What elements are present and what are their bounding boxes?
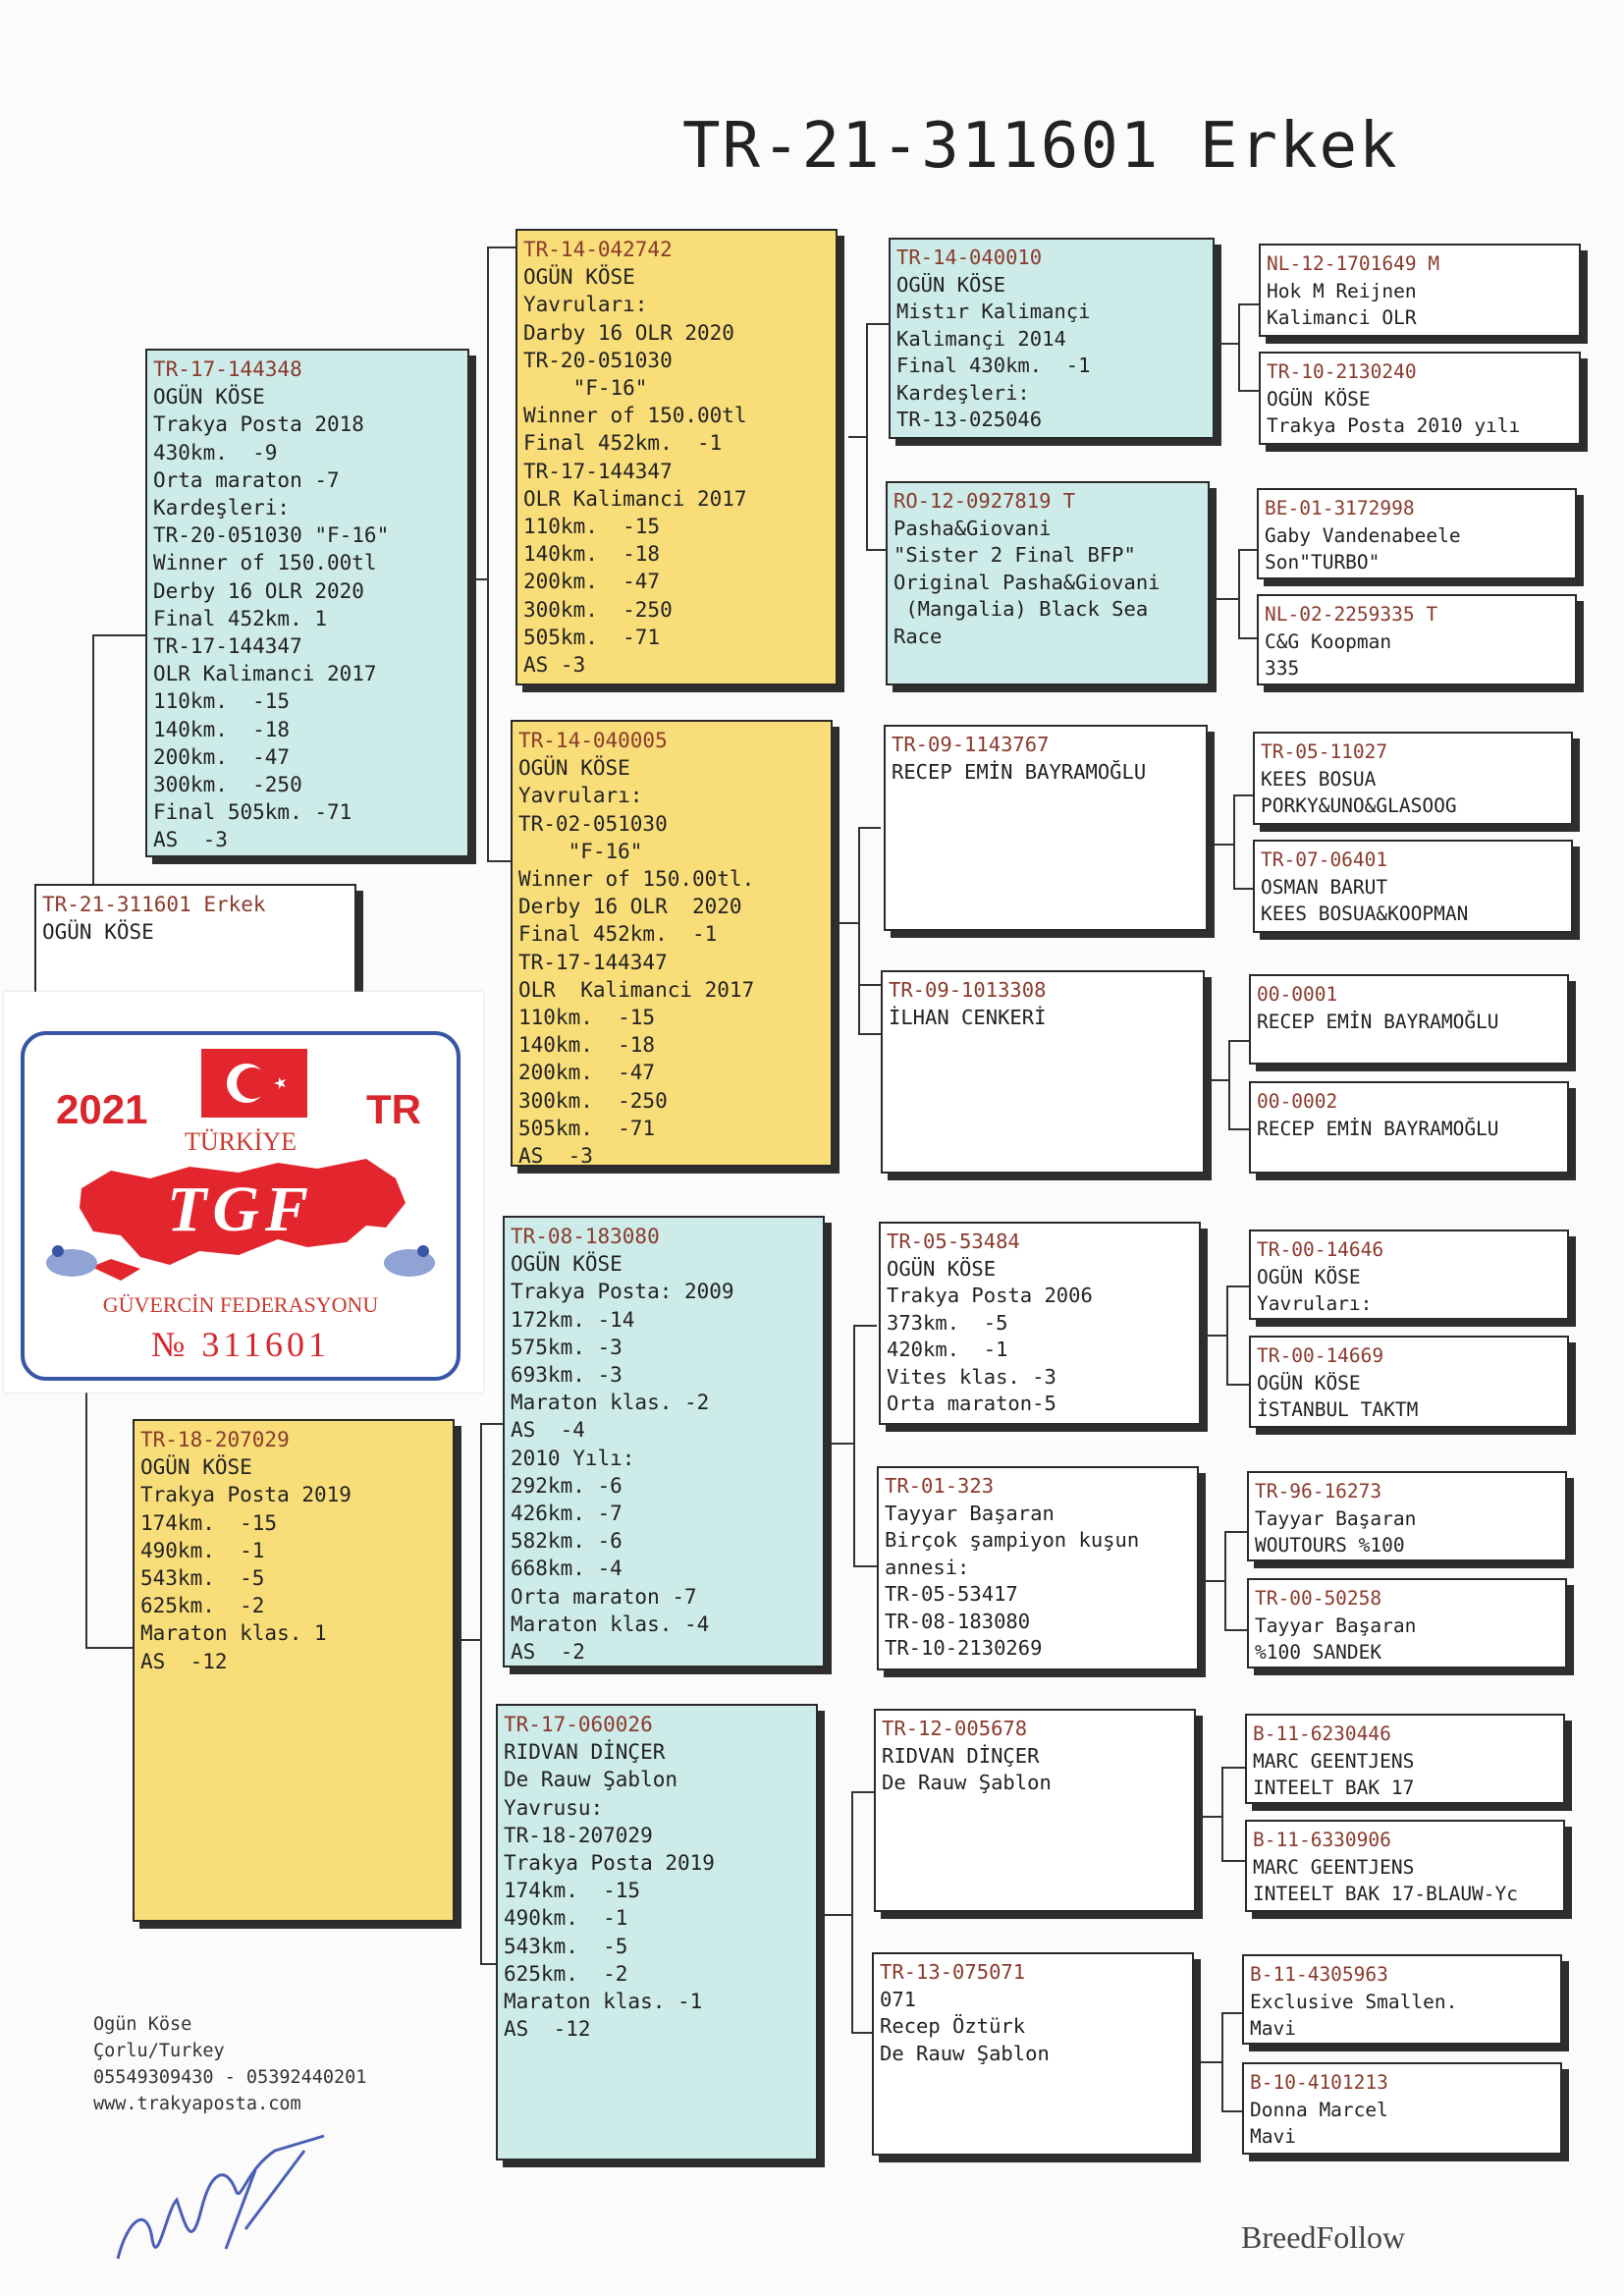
card-line: Derby 16 OLR 2020 bbox=[153, 578, 364, 603]
pedigree-card-g4-2 bbox=[886, 481, 1210, 685]
card-line: Original Pasha&Giovani bbox=[893, 570, 1161, 594]
owner-contact bbox=[93, 2011, 366, 2117]
card-line: (Mangalia) Black Sea bbox=[893, 597, 1149, 621]
card-line: 430km. -9 bbox=[153, 440, 278, 465]
card-line: De Rauw Şablon bbox=[880, 2041, 1050, 2065]
owner-website: www.trakyaposta.com bbox=[93, 2094, 301, 2114]
pedigree-card-g5-10 bbox=[1249, 1336, 1569, 1428]
card-line: Mistır Kalimançi bbox=[896, 300, 1091, 323]
card-line: De Rauw Şablon bbox=[882, 1771, 1052, 1794]
card-line: Winner of 150.00tl bbox=[153, 551, 377, 575]
pedigree-card-g4-6 bbox=[877, 1466, 1199, 1670]
card-line: Son"TURBO" bbox=[1265, 551, 1380, 574]
card-line: Trakya Posta 2019 bbox=[504, 1851, 715, 1876]
owner-city: Çorlu/Turkey bbox=[93, 2041, 225, 2061]
card-line: Yavrusu: bbox=[504, 1795, 604, 1820]
ring-number: TR-17-060026 bbox=[504, 1713, 653, 1736]
pigeon-emblem-icon bbox=[42, 1237, 101, 1281]
pedigree-card-g5-9 bbox=[1249, 1230, 1569, 1320]
card-line: 200km. -47 bbox=[153, 744, 291, 769]
card-line: INTEELT BAK 17-BLAUW-Yc bbox=[1253, 1883, 1519, 1905]
card-line: 420km. -1 bbox=[887, 1338, 1008, 1361]
pigeon-emblem-icon bbox=[380, 1237, 439, 1281]
card-line: AS -12 bbox=[504, 2017, 591, 2042]
pedigree-card-g5-1 bbox=[1259, 244, 1581, 337]
card-line: AS -12 bbox=[140, 1649, 228, 1673]
card-line: Vites klas. -3 bbox=[887, 1364, 1056, 1389]
card-line: Tayyar Başaran bbox=[1255, 1613, 1417, 1637]
card-line: AS -4 bbox=[511, 1418, 585, 1443]
card-line: 174km. -15 bbox=[504, 1879, 641, 1903]
card-line: OGÜN KÖSE bbox=[1257, 1265, 1361, 1288]
card-line: Trakya Posta 2010 yılı bbox=[1267, 414, 1521, 437]
card-line: RECEP EMİN BAYRAMOĞLU bbox=[1257, 1010, 1499, 1033]
card-line: Final 452km. 1 bbox=[153, 606, 328, 630]
card-line: 140km. -18 bbox=[523, 542, 661, 567]
ring-number: TR-96-16273 bbox=[1255, 1480, 1382, 1503]
card-line: 426km. -7 bbox=[511, 1502, 623, 1526]
card-line: Trakya Posta 2019 bbox=[140, 1483, 352, 1507]
card-line: KEES BOSUA&KOOPMAN bbox=[1261, 902, 1469, 925]
card-line: KEES BOSUA bbox=[1261, 767, 1377, 791]
card-line: 373km. -5 bbox=[887, 1310, 1008, 1335]
card-line: Orta maraton -7 bbox=[153, 467, 340, 492]
pedigree-card-g4-5 bbox=[879, 1222, 1201, 1425]
card-line: RIDVAN DİNÇER bbox=[882, 1743, 1040, 1768]
card-line: TR-02-051030 bbox=[518, 811, 668, 836]
card-line: AS -3 bbox=[518, 1144, 593, 1167]
ring-number: B-11-4305963 bbox=[1250, 1963, 1388, 1986]
card-line: 2010 Yılı: bbox=[511, 1446, 635, 1470]
card-line: Mavi bbox=[1250, 2125, 1296, 2148]
card-line: Derby 16 OLR 2020 bbox=[518, 895, 742, 919]
card-line: Tayyar Başaran bbox=[1255, 1506, 1417, 1530]
ring-number: TR-09-1143767 bbox=[892, 733, 1050, 756]
ring-number: TR-18-207029 bbox=[140, 1428, 290, 1451]
card-line: Maraton klas. -2 bbox=[511, 1391, 710, 1415]
card-line: Trakya Posta: 2009 bbox=[511, 1280, 734, 1304]
card-line: Final 505km. -71 bbox=[153, 800, 352, 825]
pedigree-card-g4-3 bbox=[884, 725, 1208, 931]
card-line: 110km. -15 bbox=[518, 1006, 656, 1030]
card-line: 071 bbox=[880, 1987, 917, 2011]
card-line: "Sister 2 Final BFP" bbox=[893, 543, 1136, 567]
pedigree-card-sire-dam bbox=[511, 720, 833, 1167]
badge-federation: GÜVERCİN FEDERASYONU bbox=[102, 1292, 379, 1317]
card-line: Pasha&Giovani bbox=[893, 516, 1052, 540]
card-line: annesi: bbox=[885, 1555, 970, 1579]
card-line: Maraton klas. 1 bbox=[140, 1621, 327, 1646]
ring-number: TR-09-1013308 bbox=[889, 978, 1047, 1002]
ring-number: TR-08-183080 bbox=[511, 1225, 660, 1248]
card-line: Final 452km. -1 bbox=[518, 922, 718, 947]
pedigree-card-g5-12 bbox=[1247, 1578, 1567, 1668]
badge-logo: TGF bbox=[167, 1174, 314, 1245]
card-line: MARC GEENTJENS bbox=[1253, 1855, 1415, 1879]
card-line: Final 452km. -1 bbox=[523, 431, 723, 456]
card-line: OGÜN KÖSE bbox=[518, 756, 630, 781]
card-line: Trakya Posta 2006 bbox=[887, 1284, 1093, 1307]
card-line: TR-17-144347 bbox=[518, 950, 668, 974]
card-line: Gaby Vandenabeele bbox=[1265, 523, 1461, 547]
ring-number: TR-14-042742 bbox=[523, 238, 673, 261]
card-line: OGÜN KÖSE bbox=[140, 1455, 252, 1480]
card-line: Recep Öztürk bbox=[880, 2014, 1026, 2038]
card-line: "F-16" bbox=[523, 376, 648, 401]
card-line: MARC GEENTJENS bbox=[1253, 1749, 1415, 1773]
card-line: 625km. -2 bbox=[140, 1594, 265, 1618]
pedigree-card-dam-sire bbox=[503, 1216, 825, 1667]
card-line: Yavruları: bbox=[518, 784, 643, 808]
ring-number: TR-07-06401 bbox=[1261, 848, 1388, 871]
ring-number: TR-00-14669 bbox=[1257, 1344, 1384, 1367]
card-line: 174km. -15 bbox=[140, 1510, 278, 1535]
pedigree-card-g5-5 bbox=[1253, 732, 1573, 825]
card-line: Mavi bbox=[1250, 2017, 1296, 2040]
card-line: RIDVAN DİNÇER bbox=[504, 1740, 666, 1765]
card-line: 490km. -1 bbox=[140, 1538, 265, 1562]
card-line: RECEP EMİN BAYRAMOĞLU bbox=[1257, 1117, 1499, 1140]
badge-country: TÜRKİYE bbox=[184, 1127, 298, 1156]
card-line: OGÜN KÖSE bbox=[896, 272, 1006, 297]
card-line: "F-16" bbox=[518, 839, 643, 863]
card-line: Exclusive Smallen. bbox=[1250, 1990, 1458, 2013]
ring-number: TR-14-040005 bbox=[518, 729, 668, 752]
card-line: TR-13-025046 bbox=[896, 408, 1043, 431]
card-line: Tayyar Başaran bbox=[885, 1501, 1055, 1525]
federation-ring-card bbox=[4, 992, 483, 1393]
card-line: 625km. -2 bbox=[504, 1961, 628, 1986]
card-line: 200km. -47 bbox=[523, 570, 661, 594]
pedigree-card-g5-7 bbox=[1249, 974, 1569, 1065]
card-line: OSMAN BARUT bbox=[1261, 875, 1388, 899]
card-line: 490km. -1 bbox=[504, 1906, 628, 1931]
ring-number: 00-0001 bbox=[1257, 983, 1338, 1006]
ring-number: B-11-6230446 bbox=[1253, 1722, 1391, 1745]
pedigree-card-dam bbox=[133, 1419, 455, 1922]
card-line: 543km. -5 bbox=[504, 1934, 628, 1958]
badge-frame bbox=[21, 1031, 460, 1381]
card-line: İLHAN CENKERİ bbox=[889, 1005, 1047, 1029]
card-line: OGÜN KÖSE bbox=[1257, 1371, 1361, 1394]
pedigree-card-g4-4 bbox=[881, 970, 1205, 1174]
card-line: AS -2 bbox=[511, 1640, 585, 1665]
card-line: Hok M Reijnen bbox=[1267, 279, 1417, 302]
pedigree-card-g5-14 bbox=[1245, 1820, 1565, 1912]
card-line: De Rauw Şablon bbox=[504, 1768, 678, 1792]
signature-icon bbox=[108, 2111, 344, 2278]
pedigree-card-g5-16 bbox=[1242, 2062, 1562, 2155]
card-line: Yavruları: bbox=[523, 293, 648, 317]
card-line: 575km. -3 bbox=[511, 1335, 623, 1359]
card-line: RECEP EMİN BAYRAMOĞLU bbox=[892, 759, 1147, 784]
card-line: WOUTOURS %100 bbox=[1255, 1534, 1405, 1557]
card-line: Darby 16 OLR 2020 bbox=[523, 320, 734, 345]
pedigree-card-g4-8 bbox=[872, 1952, 1194, 2156]
card-line: OGÜN KÖSE bbox=[523, 265, 635, 290]
card-line: Winner of 150.00tl. bbox=[518, 867, 755, 892]
card-line: Trakya Posta 2018 bbox=[153, 412, 364, 437]
card-line: OLR Kalimanci 2017 bbox=[523, 486, 747, 511]
pedigree-card-sire-sire bbox=[515, 229, 838, 685]
card-line: İSTANBUL TAKTM bbox=[1257, 1398, 1419, 1421]
card-line: Birçok şampiyon kuşun bbox=[885, 1528, 1140, 1552]
card-line: TR-17-144347 bbox=[153, 634, 302, 659]
card-line: Donna Marcel bbox=[1250, 2098, 1388, 2121]
brand-logo: BreedFollow bbox=[1241, 2219, 1406, 2255]
pedigree-card-sire bbox=[145, 349, 469, 857]
card-line: Orta maraton -7 bbox=[511, 1584, 697, 1609]
card-line: OGÜN KÖSE bbox=[1267, 387, 1371, 410]
ring-number: TR-14-040010 bbox=[896, 246, 1043, 269]
card-line: 110km. -15 bbox=[523, 515, 661, 539]
ring-number: TR-12-005678 bbox=[882, 1717, 1028, 1740]
card-line: TR-18-207029 bbox=[504, 1823, 653, 1847]
ring-number: BE-01-3172998 bbox=[1265, 497, 1415, 519]
ring-number: TR-05-53484 bbox=[887, 1230, 1020, 1253]
card-line: 668km. -4 bbox=[511, 1557, 623, 1581]
owner-phones: 05549309430 - 05392440201 bbox=[93, 2067, 367, 2088]
card-line: OGÜN KÖSE bbox=[42, 920, 154, 945]
pedigree-card-g5-15 bbox=[1242, 1954, 1562, 2045]
card-line: Race bbox=[893, 624, 943, 648]
pedigree-card-g5-3 bbox=[1257, 488, 1577, 579]
ring-number: TR-05-11027 bbox=[1261, 740, 1388, 763]
card-line: OGÜN KÖSE bbox=[153, 385, 265, 410]
card-line: TR-10-2130269 bbox=[885, 1636, 1043, 1660]
card-line: TR-08-183080 bbox=[885, 1609, 1031, 1633]
pedigree-card-g4-1 bbox=[889, 238, 1215, 439]
pedigree-card-g4-7 bbox=[874, 1709, 1196, 1912]
card-line: Kardeşleri: bbox=[896, 380, 1030, 405]
card-line: 200km. -47 bbox=[518, 1061, 656, 1085]
card-line: 110km. -15 bbox=[153, 689, 291, 714]
turkish-flag-icon bbox=[201, 1049, 307, 1118]
card-line: Maraton klas. -4 bbox=[511, 1612, 710, 1636]
pedigree-card-g5-13 bbox=[1245, 1714, 1565, 1804]
pedigree-card-g5-8 bbox=[1249, 1081, 1569, 1174]
pedigree-card-g5-6 bbox=[1253, 840, 1573, 933]
page-title: TR-21-311601 Erkek bbox=[682, 110, 1399, 183]
ring-number: TR-00-50258 bbox=[1255, 1587, 1382, 1610]
card-line: Kardeşleri: bbox=[153, 496, 291, 520]
owner-name: Ogün Köse bbox=[93, 2014, 192, 2035]
card-line: Final 430km. -1 bbox=[896, 354, 1091, 377]
card-line: AS -3 bbox=[153, 828, 228, 852]
ring-number: TR-00-14646 bbox=[1257, 1238, 1384, 1261]
card-line: Kalimançi 2014 bbox=[896, 326, 1066, 351]
ring-number: RO-12-0927819 T bbox=[893, 489, 1076, 513]
card-line: 505km. -71 bbox=[518, 1116, 656, 1140]
ring-number: NL-12-1701649 M bbox=[1267, 252, 1440, 275]
card-line: %100 SANDEK bbox=[1255, 1641, 1382, 1664]
ring-number: TR-01-323 bbox=[885, 1474, 995, 1498]
card-line: Yavruları: bbox=[1257, 1292, 1373, 1315]
pedigree-card-subject bbox=[34, 884, 356, 997]
card-line: C&G Koopman bbox=[1265, 629, 1392, 653]
card-line: 543km. -5 bbox=[140, 1566, 265, 1591]
ring-number: 00-0002 bbox=[1257, 1090, 1338, 1113]
card-line: TR-20-051030 "F-16" bbox=[153, 523, 390, 548]
card-line: 582km. -6 bbox=[511, 1529, 623, 1554]
card-line: PORKY&UNO&GLASOOG bbox=[1261, 794, 1457, 817]
card-line: 292km. -6 bbox=[511, 1473, 623, 1498]
badge-ring-number: № 311601 bbox=[150, 1325, 330, 1364]
ring-number: TR-13-075071 bbox=[880, 1960, 1026, 1984]
card-line: TR-05-53417 bbox=[885, 1582, 1018, 1606]
card-line: OGÜN KÖSE bbox=[887, 1256, 997, 1281]
card-line: AS -3 bbox=[523, 653, 586, 678]
ring-number: NL-02-2259335 T bbox=[1265, 603, 1438, 626]
card-line: 140km. -18 bbox=[153, 717, 291, 741]
pedigree-card-g5-11 bbox=[1247, 1471, 1567, 1561]
ring-number: B-10-4101213 bbox=[1250, 2071, 1388, 2094]
pedigree-card-g5-2 bbox=[1259, 352, 1581, 445]
card-line: TR-17-144347 bbox=[523, 459, 673, 483]
ring-number: TR-17-144348 bbox=[153, 357, 302, 381]
ring-number: B-11-6330906 bbox=[1253, 1829, 1391, 1851]
ring-number: TR-10-2130240 bbox=[1267, 360, 1417, 383]
card-line: 505km. -71 bbox=[523, 625, 661, 649]
card-line: 172km. -14 bbox=[511, 1307, 635, 1332]
card-line: 335 bbox=[1265, 657, 1300, 680]
card-line: 140km. -18 bbox=[518, 1033, 656, 1058]
card-line: OLR Kalimanci 2017 bbox=[153, 662, 377, 686]
pedigree-card-g5-4 bbox=[1257, 594, 1577, 685]
card-line: 300km. -250 bbox=[518, 1088, 668, 1113]
card-line: OGÜN KÖSE bbox=[511, 1252, 623, 1277]
card-line: Winner of 150.00tl bbox=[523, 404, 747, 428]
card-line: INTEELT BAK 17 bbox=[1253, 1777, 1415, 1799]
card-line: 300km. -250 bbox=[523, 597, 673, 622]
card-line: OLR Kalimanci 2017 bbox=[518, 977, 755, 1002]
badge-country-code: TR bbox=[366, 1086, 421, 1132]
card-line: Orta maraton-5 bbox=[887, 1392, 1056, 1415]
pedigree-card-dam-dam bbox=[496, 1704, 818, 2160]
card-line: 300km. -250 bbox=[153, 773, 302, 797]
card-line: Kalimanci OLR bbox=[1267, 306, 1417, 329]
badge-year: 2021 bbox=[56, 1086, 148, 1132]
card-line: Maraton klas. -1 bbox=[504, 1990, 703, 2014]
ring-number: TR-21-311601 Erkek bbox=[42, 893, 266, 916]
card-line: 693km. -3 bbox=[511, 1363, 623, 1388]
card-line: TR-20-051030 bbox=[523, 348, 673, 372]
